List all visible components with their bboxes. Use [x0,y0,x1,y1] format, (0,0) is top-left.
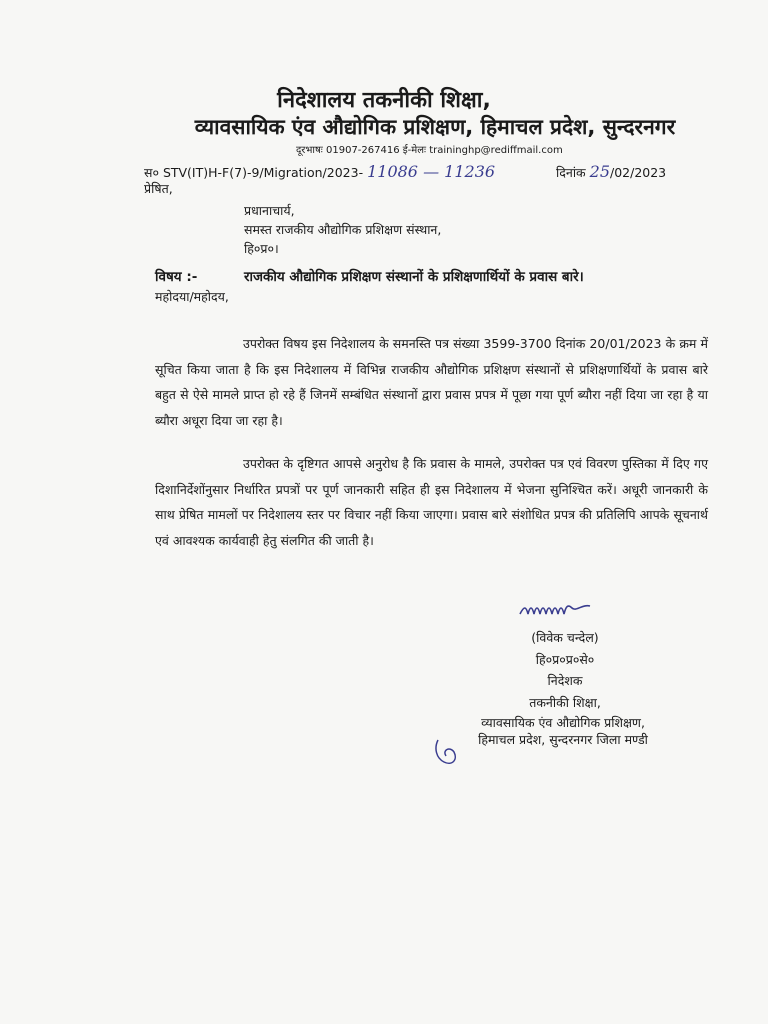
date-label: दिनांक [556,165,586,180]
office-title-line1: निदेशालय तकनीकी शिक्षा, [277,88,491,113]
signatory-line2: व्यावसायिक एंव औद्योगिक प्रशिक्षण, [481,715,645,730]
signatory-service: हि०प्र०प्र०से० [535,652,595,667]
subject-label: विषय :- [155,269,198,285]
paragraph-2: उपरोक्त के दृष्टिगत आपसे अनुरोध है कि प्रवास के मामले, उपरोक्त पत्र एवं विवरण पुस्तिका में दिए गए दिशानिर्देशोंनुसार निर्धारित प्रपत्रों पर पूर्ण जानकारी सहित ही इस निदेशालय में भेजना सुनिश्चित करें। अधूरी जानकारी के साथ प्रेषित मामलों पर निदेशालय स्तर पर विचार नहीं किया जाएगा। प्रवास बारे संशोधित प्रपत्र की प्रतिलिपि आपके सूचनार्थ एवं आवश्यक कार्यवाही हेतु संलगित की जाती है। [155,456,708,548]
signatory-line1: तकनीकी शिक्षा, [529,695,601,710]
subject-text: राजकीय औद्योगिक प्रशिक्षण संस्थानों के प्रशिक्षणार्थियों के प्रवास बारे। [244,269,584,285]
reference-number [144,162,495,181]
handwritten-date-day: 25 [589,162,610,181]
signatory-line3: हिमाचल प्रदेश, सुन्दरनगर जिला मण्डी [478,732,648,747]
date-month-year: /02/2023 [610,165,667,180]
addressee-line1: प्रधानाचार्य, [244,203,295,218]
handwritten-initial-mark [432,736,462,770]
signature-scribble [516,598,596,622]
addressee-line3: हि०प्र०। [244,241,279,256]
preshit-label: प्रेषित, [144,181,173,196]
contact-line: दूरभाषः 01907-267416 ई-मेलः traininghp@rediffmail.com [296,145,563,156]
letter-date [556,162,666,181]
office-title-line2: व्यावसायिक एंव औद्योगिक प्रशिक्षण, हिमाचल प्रदेश, सुन्दरनगर [194,115,676,139]
reference-prefix: स० [144,165,159,180]
paragraph-1: उपरोक्त विषय इस निदेशालय के समनस्ति पत्र संख्या 3599-3700 दिनांक 20/01/2023 के क्रम में सूचित किया जाता है कि इस निदेशालय में विभिन्न राजकीय औद्योगिक प्रशिक्षण संस्थानों से प्रशिक्षणार्थियों के प्रवास बारे बहुत से ऐसे मामले प्राप्त हो रहे हैं जिनमें सम्बंधित संस्थानों द्वारा प्रवास प्रपत्र में पूछा गया पूर्ण ब्यौरा नहीं दिया जा रहा है या ब्यौरा अधूरा दिया जा रहा है। [155,336,708,428]
handwritten-dispatch-range: 11086 — 11236 [367,162,496,181]
signatory-designation: निदेशक [547,673,583,688]
reference-code: STV(IT)H-F(7)-9/Migration/2023- [162,165,364,180]
salutation: महोदया/महोदय, [155,289,229,304]
signatory-name: (विवेक चन्देल) [531,630,599,645]
addressee-line2: समस्त राजकीय औद्योगिक प्रशिक्षण संस्थान, [244,222,442,237]
